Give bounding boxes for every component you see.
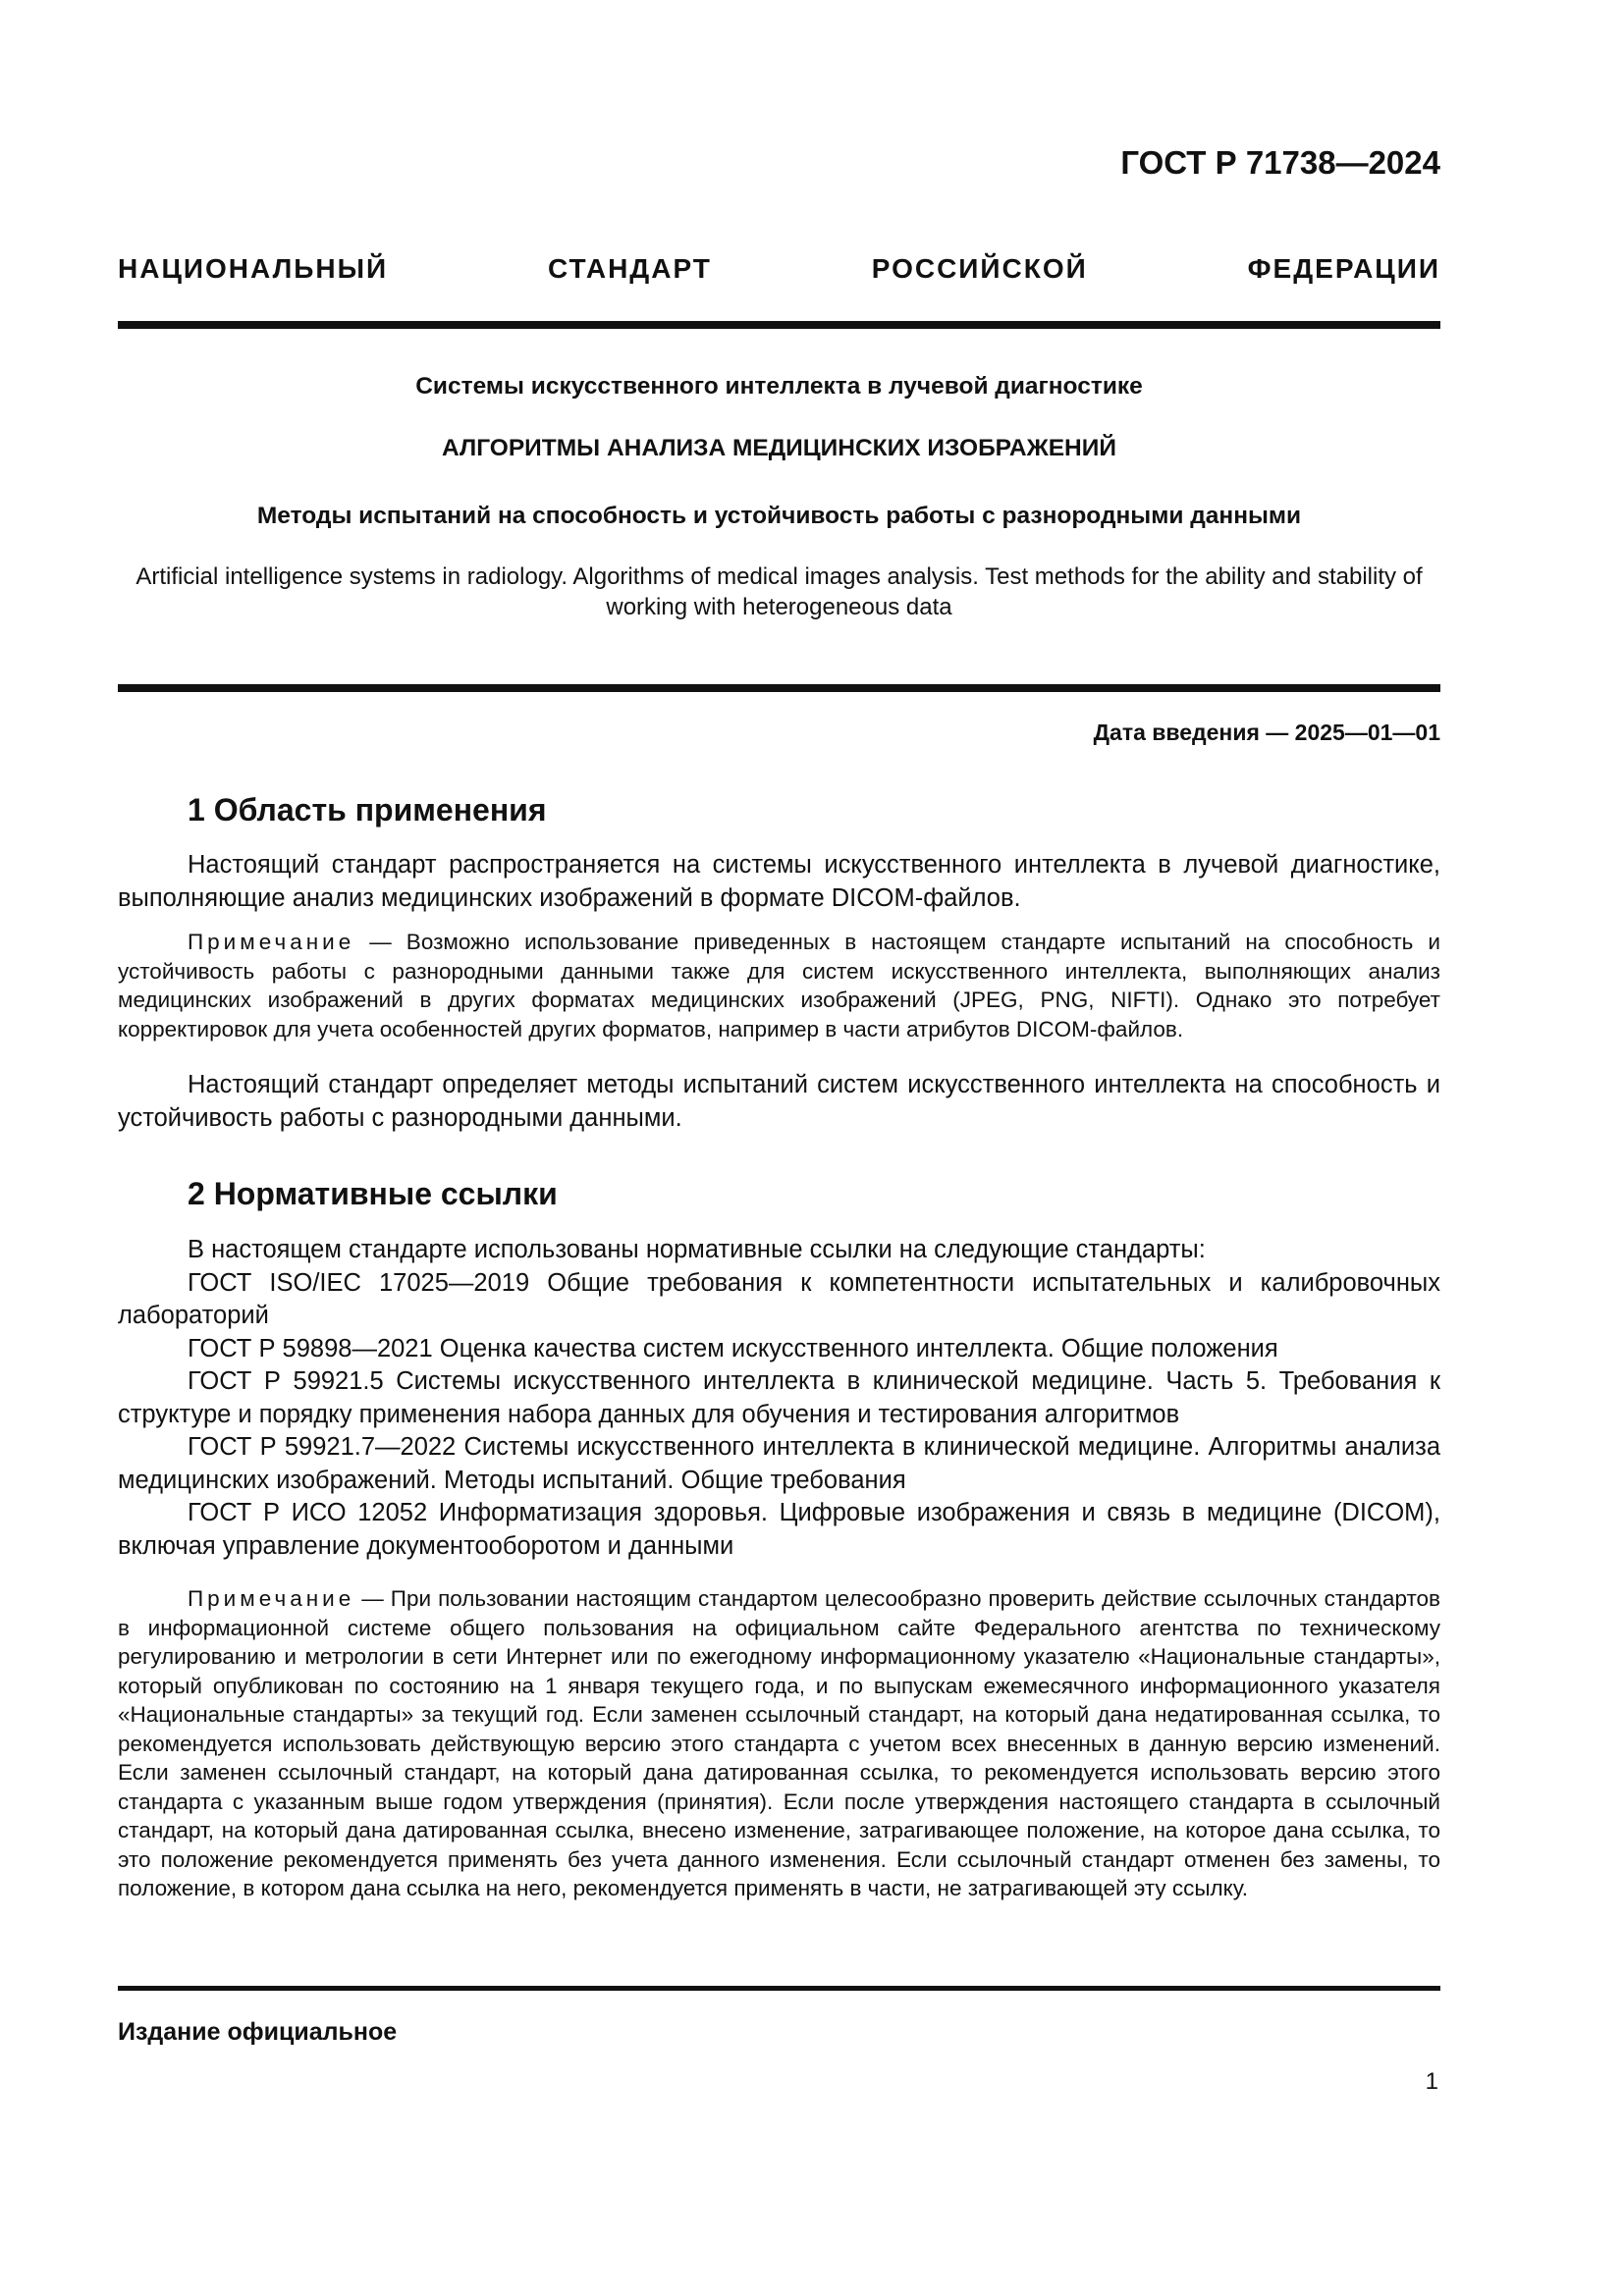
reference-item: ГОСТ Р 59921.5 Системы искусственного интеллекта в клинической медицине. Часть 5. Требования к структуре и порядку применения набора данных для обучения и тестирования алгоритмов — [118, 1367, 1440, 1428]
title-line-3: Методы испытаний на способность и устойчивость работы с разнородными данными — [256, 503, 1302, 529]
section-1-paragraph-2: Настоящий стандарт определяет методы испытаний систем искусственного интеллекта на способность и устойчивость работы с разнородными данными. — [118, 1071, 1440, 1132]
section-1-body — [118, 849, 1440, 915]
note-label: Примечание — [188, 930, 355, 954]
section-1-note — [118, 928, 1440, 1043]
note-text: — Возможно использование приведенных в настоящем стандарте испытаний на способность и устойчивость работы с разнородными данными также для систем искусственного интеллекта, выполняющих анализ медицинских изображений в других форматах медицинских изображений (JPEG, PNG, NIFTI). Однако это потребует корректировок для учета особенностей других форматов, например в части атрибутов DICOM-файлов. — [118, 930, 1440, 1041]
top-rule — [118, 321, 1440, 329]
title-line-1: Системы искусственного интеллекта в лучевой диагностике — [415, 373, 1143, 400]
title-bottom-rule — [118, 684, 1440, 692]
section-1-body-2 — [118, 1069, 1440, 1135]
normative-references — [118, 1234, 1440, 1563]
section-2-note — [118, 1584, 1440, 1903]
title-line-2: АЛГОРИТМЫ АНАЛИЗА МЕДИЦИНСКИХ ИЗОБРАЖЕНИЙ — [442, 435, 1116, 461]
document-number: ГОСТ Р 71738—2024 — [1120, 144, 1440, 181]
section-1-paragraph-1: Настоящий стандарт распространяется на системы искусственного интеллекта в лучевой диагностике, выполняющие анализ медицинских изображений в формате DICOM-файлов. — [118, 851, 1440, 912]
reference-item: ГОСТ ISO/IEC 17025—2019 Общие требования к компетентности испытательных и калибровочных лабораторий — [118, 1268, 1440, 1329]
page-number: 1 — [1425, 2068, 1438, 2095]
references-intro: В настоящем стандарте использованы нормативные ссылки на следующие стандарты: — [188, 1236, 1206, 1263]
reference-item: ГОСТ Р 59921.7—2022 Системы искусственного интеллекта в клинической медицине. Алгоритмы анализа медицинских изображений. Методы испытаний. Общие требования — [118, 1433, 1440, 1494]
note-label: Примечание — [188, 1586, 355, 1611]
footer-rule — [118, 1986, 1440, 1991]
reference-item: ГОСТ Р ИСО 12052 Информатизация здоровья. Цифровые изображения и связь в медицине (DICOM), включая управление документооборотом и данными — [118, 1499, 1440, 1560]
title-english: Artificial intelligence systems in radiology. Algorithms of medical images analysis. Test methods for the ability and stability of working with heterogeneous data — [135, 563, 1423, 620]
official-edition-label: Издание официальное — [118, 2018, 398, 2046]
note-text: — При пользовании настоящим стандартом целесообразно проверить действие ссылочных стандартов в информационной системе общего пользования на официальном сайте Федерального агентства по техническому регулированию и метрологии в сети Интернет или по ежегодному информационному указателю «Национальные стандарты», который опубликован по состоянию на 1 января текущего года, и по выпускам ежемесячного информационного указателя «Национальные стандарты» за текущий год. Если заменен ссылочный стандарт, на который дана недатированная ссылка, то рекомендуется использовать действующую версию этого стандарта с учетом всех внесенных в данную версию изменений. Если заменен ссылочный стандарт, на который дана датированная ссылка, то рекомендуется использовать версию этого стандарта с указанным выше годом утверждения (принятия). Если после утверждения настоящего стандарта в ссылочный стандарт, на который дана датированная ссылка, внесено изменение, затрагивающее положение, на которое дана ссылка, то это положение рекомендуется применять без учета данного изменения. Если ссылочный стандарт отменен без замены, то положение, в котором дана ссылка на него, рекомендуется применять в части, не затрагивающей эту ссылку. — [118, 1586, 1440, 1900]
reference-item: ГОСТ Р 59898—2021 Оценка качества систем искусственного интеллекта. Общие положения — [188, 1334, 1278, 1362]
section-1-heading: 1 Область применения — [188, 792, 547, 828]
date-of-introduction: Дата введения — 2025—01—01 — [1093, 720, 1440, 745]
national-standard-banner: НАЦИОНАЛЬНЫЙ СТАНДАРТ РОССИЙСКОЙ ФЕДЕРАЦИИ — [118, 253, 1440, 284]
section-2-heading: 2 Нормативные ссылки — [188, 1176, 558, 1211]
